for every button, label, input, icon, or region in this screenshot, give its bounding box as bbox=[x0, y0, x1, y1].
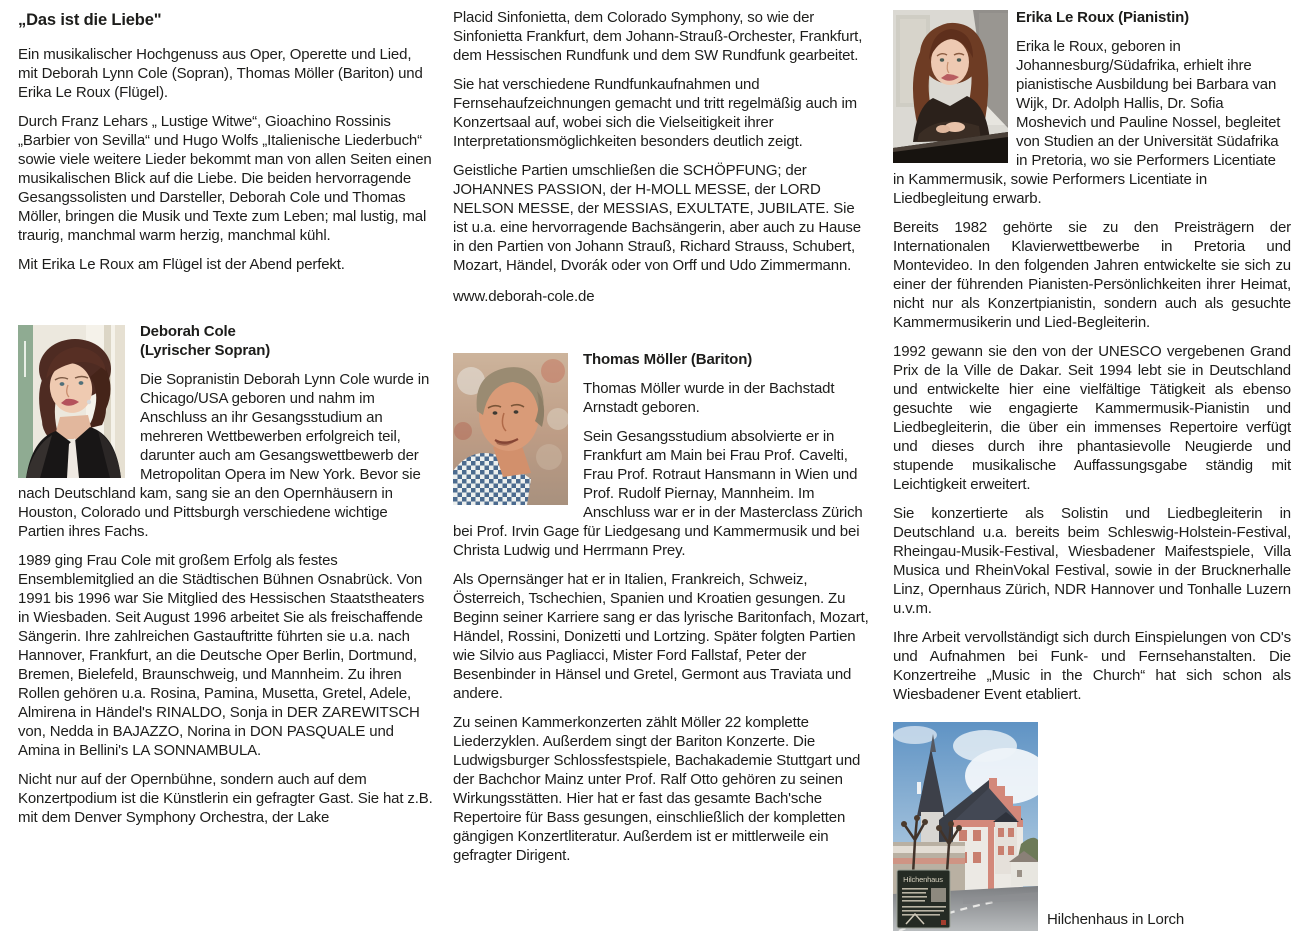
erika-bio-paragraph: Ihre Arbeit vervollständigt sich durch Einspielungen von CD's und Aufnahmen bei Funk- und Fernsehanstalten. Die Konzertreihe „Music in the Church“ hat sich schon als Wiesbadener Event etabliert. bbox=[893, 629, 1291, 703]
thomas-moeller-portrait-graphic bbox=[453, 353, 568, 505]
thomas-bio-paragraph: Als Opernsänger hat er in Italien, Frankreich, Schweiz, Österreich, Tschechien, Spanien und Kroatien gesungen. Zu Beginn seiner Karriere sang er das lyrische Baritonfach, Mozart, Händel, Rossini, Donizetti und Lortzing. Später folgten Partien wie Silvio aus Pagliacci, Mister Ford Fallstaf, Peter der Besenbinder in Hänsel und Gretel, Germont aus Traviata und andere. bbox=[453, 571, 869, 702]
thomas-bio-paragraph: Zu seinen Kammerkonzerten zählt Möller 22 komplette Liederzyklen. Außerdem singt der Bariton Konzerte. Die Ludwigsburger Schlossfestspiele, Bachakademie Stuttgart und der Bachchor Mainz unter Prof. Ralf Otto gehören zu seinen Wirkungsstätten. Hier hat er fast das gesamte Bach'sche Repertoire für Bass gesungen, einschließlich der kompletten gängigen Konzertliteratur. Außerdem ist er mittlerweile ein gefragter Dirigent. bbox=[453, 714, 861, 864]
deborah-cole-section bbox=[18, 322, 433, 827]
intro-paragraph: Durch Franz Lehars „ Lustige Witwe“, Gioachino Rossinis „Barbier von Sevilla“ und Hugo Wolfs „Italienische Liederbuch“ sowie viele weitere Lieder bekommt man von allen Seiten einen musikalischen Blick auf die Liebe. Die beiden hervorragende Gesangssolisten und Darsteller, Deborah Cole und Thomas Möller, bringen die Musik und Texte zum Leben; mal lustig, mal traurig, manchmal warm herzig, manchmal kühl. bbox=[18, 113, 432, 244]
erika-le-roux-photo bbox=[893, 10, 1008, 163]
deborah-cole-photo bbox=[18, 325, 125, 478]
deborah-bio-continuation: Geistliche Partien umschließen die SCHÖPFUNG; der JOHANNES PASSION, der H-MOLL MESSE, der LORD NELSON MESSE, der MESSIAS, EXULTATE, JUBILATE. Sie ist u.a. eine hervorragende Bachsängerin, aber auch zu Hause in den Partien von Johann Strauß, Richard Strauss, Schubert, Mozart, Händel, Dvorák oder von Orff und Udo Zimmermann. bbox=[453, 162, 861, 274]
hilchenhaus-photo-graphic bbox=[893, 722, 1038, 931]
thomas-heading: Thomas Möller (Bariton) bbox=[583, 351, 753, 368]
hilchenhaus-photo bbox=[893, 722, 1038, 931]
erika-bio-paragraph: Bereits 1982 gehörte sie zu den Preisträgern der Internationalen Klavierwettbewerbe in Pretoria und Montevideo. In den folgenden Jahren entwickelte sie sich zu einer der führenden Pianisten-Persönlichkeiten ihrer Heimat, nicht nur als Konzertpianistin, sondern auch als gesuchte Kammermusikerin und Lied-Begleiterin. bbox=[893, 219, 1291, 331]
deborah-website-text: www.deborah-cole.de bbox=[453, 288, 595, 305]
intro-paragraph: Ein musikalischer Hochgenuss aus Oper, Operette und Lied, mit Deborah Lynn Cole (Sopran), Thomas Möller (Bariton) und Erika Le Roux (Flügel). bbox=[18, 46, 423, 101]
deborah-cole-portrait-graphic bbox=[18, 325, 125, 478]
deborah-name: Deborah Cole bbox=[140, 323, 236, 340]
erika-bio-paragraph: Sie konzertierte als Solistin und Liedbegleiterin in Deutschland u.a. bereits beim Schleswig-Holstein-Festival, Rheingau-Musik-Festival, Wiesbadener Maifestspiele, Villa Musica und RheinVokal Festival, sowie in der Brucknerhalle Linz, Opernhaus Zürich, NDR Hannover und Tonhalle Luzern u.v.m. bbox=[893, 505, 1291, 617]
intro-paragraph: Mit Erika Le Roux am Flügel ist der Abend perfekt. bbox=[18, 256, 345, 273]
right-column bbox=[893, 8, 1291, 931]
thomas-bio-paragraph: Sein Gesangsstudium absolvierte er in Frankfurt am Main bei Frau Prof. Cavelti, Frau Prof. Rotraut Hansmann in Wien und Prof. Rudolf Piernay, Mannheim. Im Anschluss war er in der Masterclass Zürich bei Prof. Irvin Gage für Liedgesang und Kammermusik und bei Christa Ludwig und Herrmann Prey. bbox=[453, 428, 863, 559]
erika-heading: Erika Le Roux (Pianistin) bbox=[1016, 9, 1189, 26]
thomas-moeller-section bbox=[453, 350, 869, 865]
thomas-moeller-photo bbox=[453, 353, 568, 505]
deborah-bio-continuation: Sie hat verschiedene Rundfunkaufnahmen und Fernsehaufzeichnungen gemacht und tritt regelmäßig auch im Konzertsaal auf, wobei sich die Vielseitigkeit ihrer Interpretationsmöglichkeiten besonders deutlich zeigt. bbox=[453, 76, 858, 150]
erika-bio-paragraph: 1992 gewann sie den von der UNESCO vergebenen Grand Prix de la Ville de Dakar. Seit 1994 lebt sie in Deutschland und entwickelte hier eine vielfältige Tätigkeit als ebenso gesuchte wie engagierte Kammermusik-Pianistin und Liedbegleiterin, die über ein immenses Repertoire verfügt und dieses durch ihre phantasievolle Neugierde und stupende musikalische Auffassungsgabe ständig mit Leichtigkeit erweitert. bbox=[893, 343, 1291, 493]
left-column bbox=[18, 8, 433, 827]
deborah-role: (Lyrischer Sopran) bbox=[140, 342, 271, 359]
hilchenhaus-figure bbox=[893, 722, 1291, 931]
thomas-bio-paragraph: Thomas Möller wurde in der Bachstadt Arnstadt geboren. bbox=[583, 380, 835, 416]
deborah-bio-paragraph: Die Sopranistin Deborah Lynn Cole wurde in Chicago/USA geboren und nahm im Anschluss an ihr Gesangsstudium an mehreren Wettbewerben erfolgreich teil, darunter auch am Gesangswettbewerb der Metropolitan Opera im New York. Bevor sie nach Deutschland kam, sang sie an den Opernhäusern in Houston, Colorado und Pittsburgh verschiedene wichtige Partien ihres Fachs. bbox=[18, 371, 430, 540]
middle-column bbox=[453, 8, 869, 865]
hilchenhaus-sign-title: Hilchenhaus bbox=[903, 875, 943, 884]
hilchenhaus-caption: Hilchenhaus in Lorch bbox=[1047, 911, 1185, 928]
erika-le-roux-portrait-graphic bbox=[893, 10, 1008, 163]
deborah-bio-continuation: Placid Sinfonietta, dem Colorado Symphony, so wie der Sinfonietta Frankfurt, dem Johann-Strauß-Orchester, Frankfurt, dem Hessischen Rundfunk und dem SW Rundfunk gearbeitet. bbox=[453, 9, 863, 64]
deborah-bio-paragraph: Nicht nur auf der Opernbühne, sondern auch auf dem Konzertpodium ist die Künstlerin ein gefragter Gast. Sie hat z.B. mit dem Denver Symphony Orchestra, der Lake bbox=[18, 771, 433, 826]
erika-bio-paragraph: Erika le Roux, geboren in Johannesburg/Südafrika, erhielt ihre pianistische Ausbildung bei Barbara van Wijk, Dr. Adolph Hallis, Dr. Sofia Moshevich und Pauline Nossel, begleitet von Studien an der Universität Südafrika in Pretoria, wo sie Performers Licentiate in Kammermusik, sowie Performers Licentiate in Liedbegleitung erwarb. bbox=[893, 38, 1281, 207]
erika-le-roux-section bbox=[893, 8, 1291, 704]
deborah-bio-paragraph: 1989 ging Frau Cole mit großem Erfolg als festes Ensemblemitglied an die Städtischen Bühnen Osnabrück. Von 1991 bis 1996 war Sie Mitglied des Hessischen Staatstheaters in Wiesbaden. Seit August 1996 arbeitet Sie als freischaffende Sängerin. Ihre zahlreichen Gastauftritte führten sie u.a. nach Hannover, Frankfurt, an die Deutsche Oper Berlin, Dortmund, Bremen, Bielefeld, Braunschweig, und Mannheim. Zu ihren Rollen gehören u.a. Rosina, Pamina, Musetta, Gretel, Adele, Almirena in Händel's RINALDO, Sonja in DER ZAREWITSCH von, Nedda in BAJAZZO, Norina in DON PASQUALE und Amina in Bellini's LA SONNAMBULA. bbox=[18, 552, 425, 759]
page-title: „Das ist die Liebe" bbox=[18, 11, 162, 29]
